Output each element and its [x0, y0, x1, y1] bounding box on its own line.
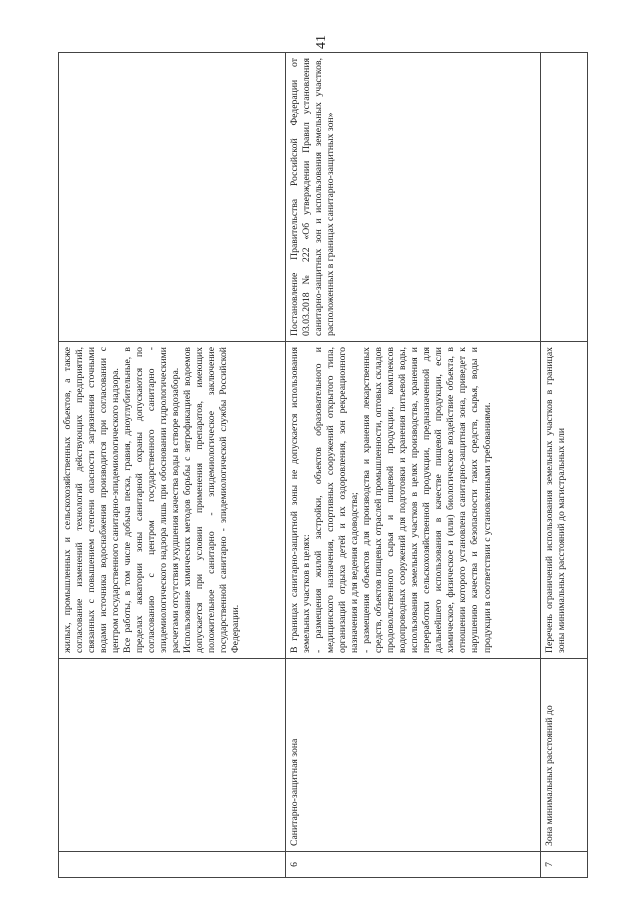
- restriction-paragraph: Перечень ограничений использования земельных участков в границах зоны минимальных расстояний до магистральных или: [544, 347, 568, 653]
- restrictions-table: [58, 52, 588, 878]
- row-number: 6: [286, 852, 541, 878]
- zone-name: Санитарно-защитная зона: [286, 659, 541, 852]
- legal-basis: [59, 53, 286, 342]
- row-number: [59, 852, 286, 878]
- table-row: [286, 53, 541, 878]
- restriction-paragraph: жилых, промышленных и сельскохозяйственных объектов, а также согласование изменений технологий действующих предприятий, связанных с повышением степени опасности загрязнения сточными водами источника водоснабжения производится при согласовании с центром государственного санитарно-эпидемиологического надзора.: [62, 347, 122, 653]
- restriction-paragraph: Использование химических методов борьбы с эвтрофикацией водоемов допускается при условии применения препаратов, имеющих положительное санитарно - эпидемиологическое заключение государственной санитарно - эпидемиологической службы Российской Федерации.: [182, 347, 242, 653]
- table-row: [59, 53, 286, 878]
- legal-basis: Постановление Правительства Российской Федерации от 03.03.2018 № 222 «Об утверждении Правил установления санитарно-защитных зон и использования земельных участков, расположенных в границах санитарно-защитных зон»: [286, 53, 541, 342]
- restrictions-cell: [541, 342, 588, 659]
- zone-name: Зона минимальных расстояний до: [541, 659, 588, 852]
- table-row: [541, 53, 588, 878]
- page-number: 41: [314, 35, 329, 49]
- restriction-paragraph: - размещения объектов для производства и хранения лекарственных средств, объектов пищевых отраслей промышленности, оптовых складов продовольственного сырья и пищевой продукции, комплексов водопроводных сооружений для подготовки и хранения питьевой воды, использования земельных участков в целях производства, хранения и переработки сельскохозяйственной продукции, предназначенной для дальнейшего использования в качестве пищевой продукции, если химическое, физическое и (или) биологическое воздействие объекта, в отношении которого установлена санитарно-защитная зона, приведет к нарушению качества и безопасности таких средств, сырья, воды и продукции в соответствии с установленными требованиями.: [361, 347, 493, 653]
- row-number: 7: [541, 852, 588, 878]
- legal-basis: [541, 53, 588, 342]
- restriction-paragraph: - размещения жилой застройки, объектов образовательного и медицинского назначения, спортивных сооружений открытого типа, организаций отдыха детей и их оздоровления, зон рекреационного назначения и для ведения садоводства;: [313, 347, 361, 653]
- rotated-table-container: [58, 53, 586, 878]
- restrictions-cell: [59, 342, 286, 659]
- zone-name: [59, 659, 286, 852]
- restriction-paragraph: Все работы, в том числе добыча песка, гравия, дноуглубительные, в пределах акватории зоны санитарной охраны допускаются по согласованию с центром государственного санитарно - эпидемиологического надзора лишь при обосновании гидрологическими расчетами отсутствия ухудшения качества воды в створе водозабора.: [122, 347, 182, 653]
- restrictions-cell: [286, 342, 541, 659]
- restriction-paragraph: В границах санитарно-защитной зоны не допускается использования земельных участков в целях:: [289, 347, 313, 653]
